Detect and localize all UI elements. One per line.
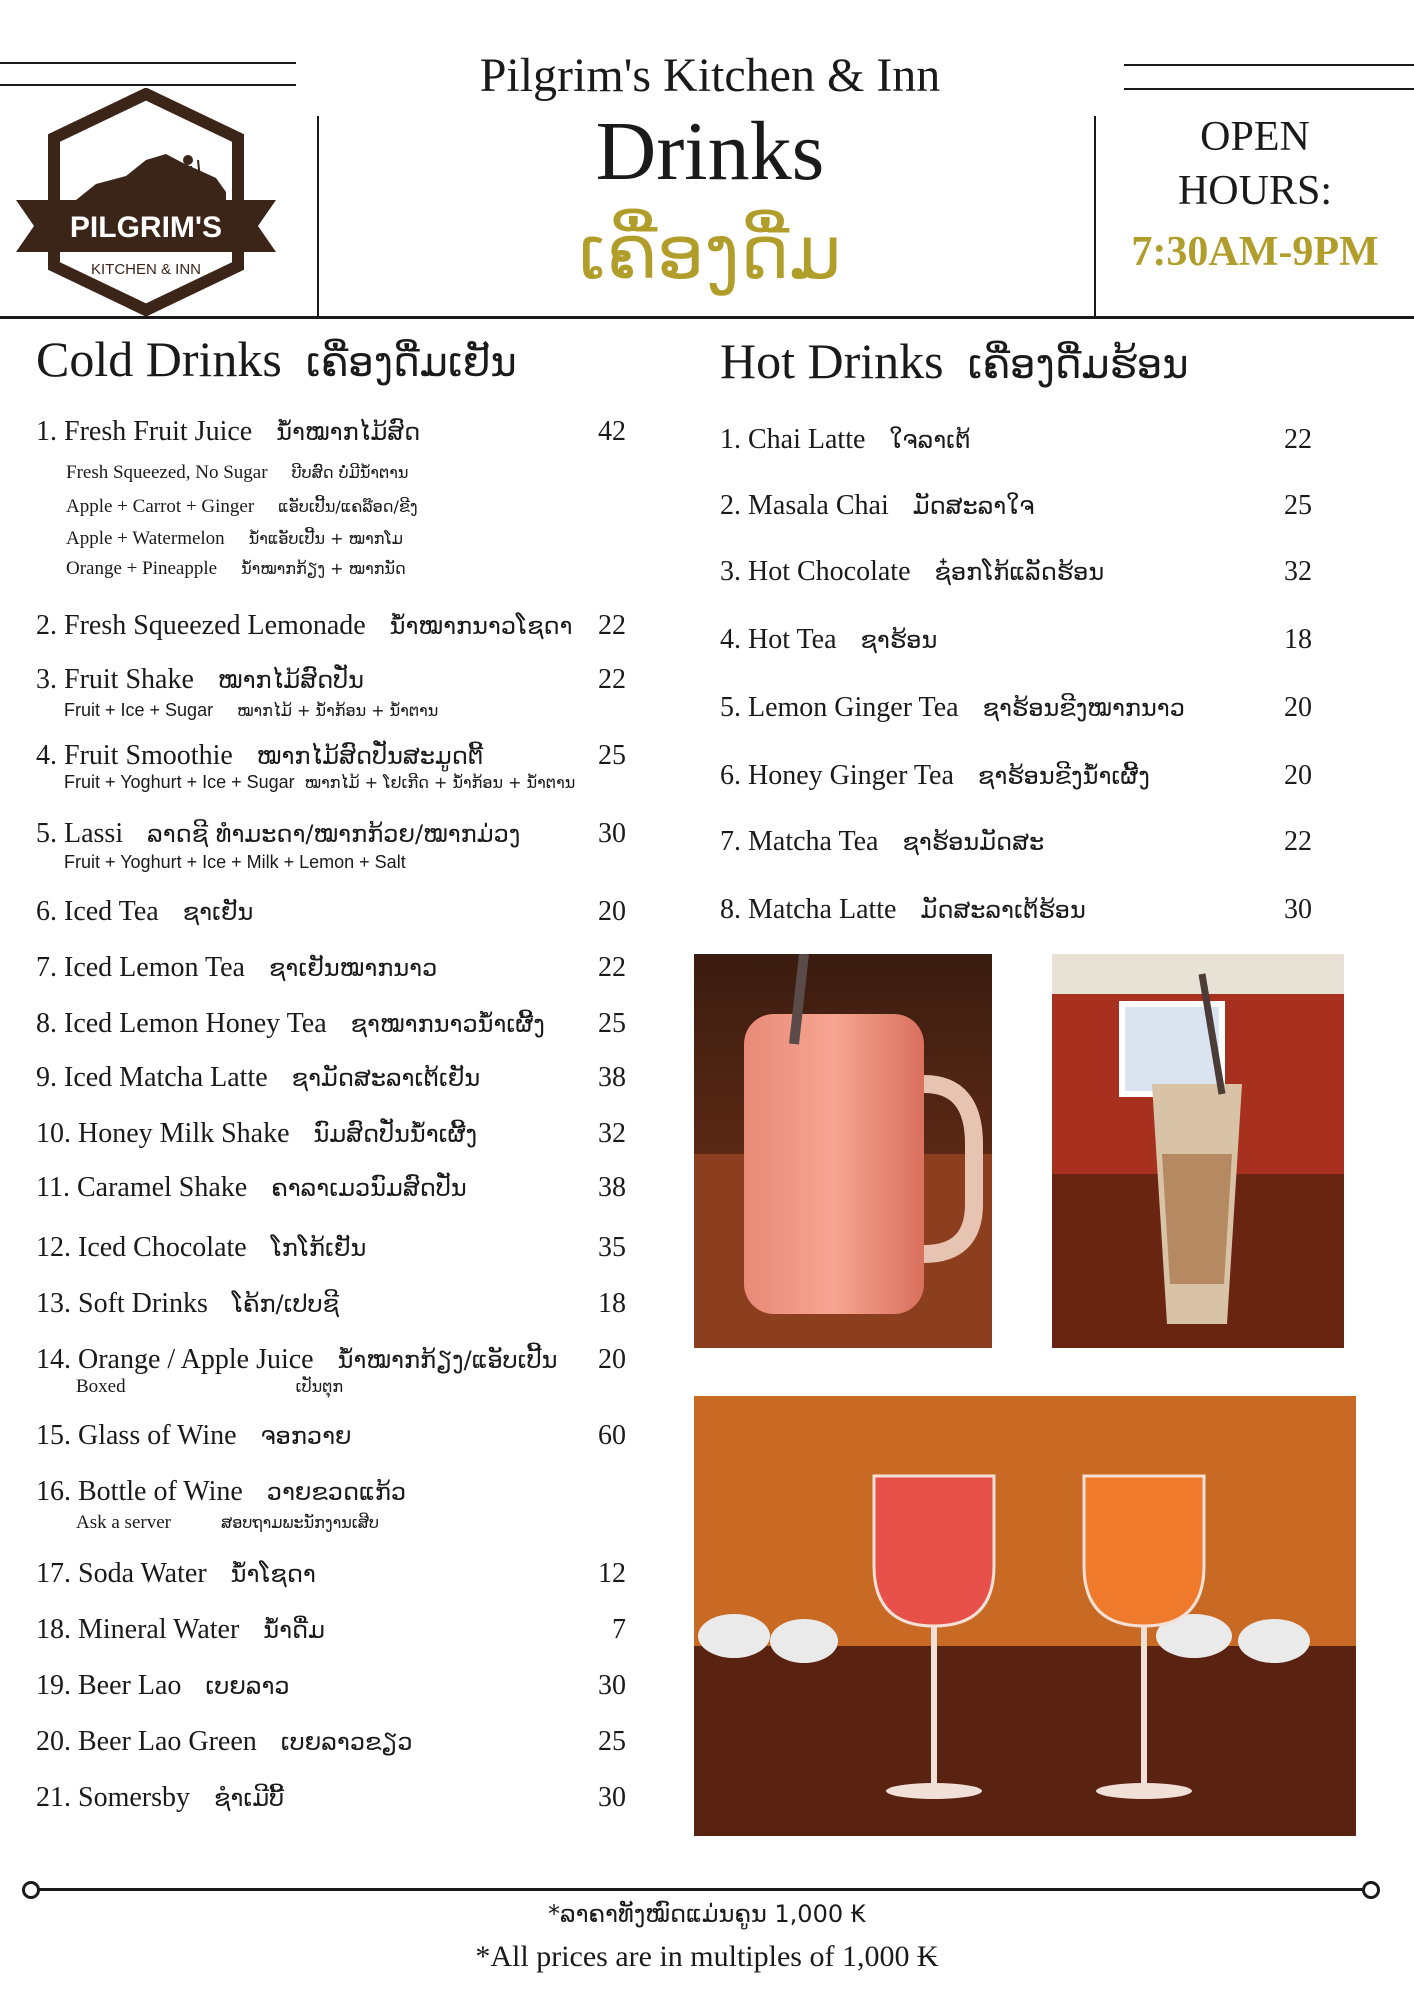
cold-item-name: 1. Fresh Fruit Juice bbox=[36, 416, 253, 447]
cold-item bbox=[36, 740, 483, 772]
hot-item-name: 1. Chai Latte bbox=[720, 424, 866, 455]
cold-item-price: 35 bbox=[598, 1232, 626, 1263]
wine-bottle-sub: Ask a server ສອບຖາມພະນັກງານເສີບ bbox=[76, 1512, 380, 1533]
hot-item bbox=[720, 760, 1150, 792]
cold-item bbox=[36, 610, 573, 642]
iced-coffee-photo bbox=[1052, 954, 1344, 1348]
cold-item-name: 20. Beer Lao Green bbox=[36, 1726, 257, 1757]
header-rule-right-2 bbox=[1124, 88, 1414, 90]
cold-item-price: 20 bbox=[598, 1344, 626, 1375]
footer-rule-right-cap bbox=[1362, 1881, 1380, 1899]
cold-item-name-lao: ນ້ຳໝາກນາວໂຊດາ bbox=[389, 612, 573, 640]
cold-item-name: 3. Fruit Shake bbox=[36, 664, 194, 695]
header-divider-left bbox=[317, 116, 319, 316]
shake-sub: Fruit + Ice + Sugar ໝາກໄມ້ + ນ້ຳກ້ອນ + ນ້ຳຕານ bbox=[64, 700, 439, 720]
juice-sub-3: Apple + Watermelon ນ້ຳແອັບເປີ້ນ + ໝາກໂມ bbox=[66, 528, 403, 549]
cold-item bbox=[36, 1118, 477, 1150]
cold-item-name: 7. Iced Lemon Tea bbox=[36, 952, 245, 983]
cold-item-name-lao: ໂຄ້ກ/ເປບຊີ bbox=[231, 1290, 340, 1318]
cold-item bbox=[36, 818, 520, 850]
cold-item bbox=[36, 1558, 316, 1590]
cold-item-name: 6. Iced Tea bbox=[36, 896, 159, 927]
header-bottom-rule bbox=[0, 316, 1414, 319]
hot-item-price: 25 bbox=[1284, 490, 1312, 521]
juice-sub-2: Apple + Carrot + Ginger ແອັບເປີ້ນ/ແຄລ໊ອດ/ຂີງ bbox=[66, 496, 418, 517]
cold-item-price: 42 bbox=[598, 416, 626, 447]
hot-item-name: 6. Honey Ginger Tea bbox=[720, 760, 954, 791]
orange-juice-sub: Boxed ເປັນຕຸກ bbox=[76, 1376, 344, 1397]
hot-item-price: 32 bbox=[1284, 556, 1312, 587]
open-hours-value: 7:30AM-9PM bbox=[1131, 229, 1379, 275]
hot-item-name-lao: ຊາຮ້ອນມັດສະ bbox=[902, 828, 1045, 856]
price-note: *All prices are in multiples of 1,000 ₭ bbox=[475, 1940, 939, 1973]
price-note-lao: *ລາຄາທັງໝົດແມ່ນຄູນ 1,000 ₭ bbox=[548, 1900, 866, 1928]
cold-item-name-lao: ນົມສົດປັ່ນນ້ຳເຜີ້ງ bbox=[313, 1120, 478, 1148]
cold-item bbox=[36, 1670, 290, 1702]
hot-item bbox=[720, 826, 1044, 858]
cold-item bbox=[36, 1062, 480, 1094]
cold-item-price: 20 bbox=[598, 896, 626, 927]
cold-item-name-lao: ວາຍຂວດແກ້ວ bbox=[266, 1478, 407, 1506]
pilgrims-logo bbox=[16, 88, 276, 316]
cold-item-price: 12 bbox=[598, 1558, 626, 1589]
cold-item bbox=[36, 1476, 406, 1508]
cold-item-price: 30 bbox=[598, 1670, 626, 1701]
hot-drinks-heading bbox=[720, 332, 1189, 390]
cold-item-price: 7 bbox=[612, 1614, 626, 1645]
hot-item-name-lao: ຊາຮ້ອນ bbox=[860, 626, 938, 654]
cold-item-name: 9. Iced Matcha Latte bbox=[36, 1062, 268, 1093]
cold-item-name: 10. Honey Milk Shake bbox=[36, 1118, 290, 1149]
hot-item-name: 8. Matcha Latte bbox=[720, 894, 897, 925]
cold-item bbox=[36, 1726, 413, 1758]
cold-item-price: 18 bbox=[598, 1288, 626, 1319]
hot-heading-lo: ເຄື່ອງດື່ມຮ້ອນ bbox=[967, 342, 1189, 388]
cold-item bbox=[36, 1008, 545, 1040]
hot-item bbox=[720, 490, 1034, 522]
cold-item-name: 21. Somersby bbox=[36, 1782, 190, 1813]
cold-item-price: 38 bbox=[598, 1062, 626, 1093]
hot-item-price: 22 bbox=[1284, 424, 1312, 455]
cold-item-price: 32 bbox=[598, 1118, 626, 1149]
hot-item bbox=[720, 692, 1185, 724]
hot-item-price: 20 bbox=[1284, 760, 1312, 791]
cold-item bbox=[36, 416, 420, 448]
cold-heading-en: Cold Drinks bbox=[36, 331, 282, 387]
cold-item-name-lao: ໝາກໄມ້ສົດປັ່ນສະມູດຕີ້ bbox=[256, 742, 484, 770]
cold-item-name-lao: ລາດຊີ ທຳມະດາ/ໝາກກ້ວຍ/ໝາກມ່ວງ bbox=[147, 820, 521, 848]
cold-item-name: 8. Iced Lemon Honey Tea bbox=[36, 1008, 327, 1039]
juice-glasses-photo bbox=[694, 1396, 1356, 1836]
hot-item bbox=[720, 556, 1104, 588]
lassi-sub: Fruit + Yoghurt + Ice + Milk + Lemon + Salt bbox=[64, 852, 406, 872]
cold-item-price: 30 bbox=[598, 818, 626, 849]
smoothie-photo bbox=[694, 954, 992, 1348]
cold-item bbox=[36, 1614, 325, 1646]
cold-item-name-lao: ຄາລາເມວນົມສົດປັ່ນ bbox=[271, 1174, 467, 1202]
cold-item-price: 22 bbox=[598, 952, 626, 983]
cold-item-name-lao: ເບຍລາວຂຽວ bbox=[280, 1728, 413, 1756]
cold-item-name: 4. Fruit Smoothie bbox=[36, 740, 233, 771]
cold-item-name-lao: ຊາເຢັນໝາກນາວ bbox=[269, 954, 438, 982]
cold-item bbox=[36, 1288, 339, 1320]
restaurant-name: Pilgrim's Kitchen & Inn bbox=[479, 49, 941, 102]
cold-item-price: 30 bbox=[598, 1782, 626, 1813]
cold-item-name: 14. Orange / Apple Juice bbox=[36, 1344, 314, 1375]
cold-item-name-lao: ນ້ຳດື່ມ bbox=[263, 1616, 325, 1644]
cold-item-name-lao: ຊາມັດສະລາເຕ້ເຢັນ bbox=[291, 1064, 481, 1092]
hot-item-name: 4. Hot Tea bbox=[720, 624, 837, 655]
hot-item-name-lao: ມັດສະລາເຕ້ຮ້ອນ bbox=[920, 896, 1086, 924]
logo-title: PILGRIM'S bbox=[69, 211, 223, 244]
hot-item-name: 3. Hot Chocolate bbox=[720, 556, 911, 587]
logo-subtitle: KITCHEN & INN bbox=[90, 261, 202, 278]
cold-item-name: 15. Glass of Wine bbox=[36, 1420, 237, 1451]
smoothie-sub: Fruit + Yoghurt + Ice + Sugar ໝາກໄມ້ + ໂຢເກີດ + ນ້ຳກ້ອນ + ນ້ຳຕານ bbox=[64, 772, 576, 792]
hot-item-price: 22 bbox=[1284, 826, 1312, 857]
cold-item-name: 17. Soda Water bbox=[36, 1558, 207, 1589]
cold-item-price: 25 bbox=[598, 1008, 626, 1039]
cold-item-price: 25 bbox=[598, 1726, 626, 1757]
cold-item bbox=[36, 1172, 467, 1204]
hours-label: HOURS: bbox=[1177, 168, 1333, 214]
hot-item bbox=[720, 424, 971, 456]
cold-item-name: 13. Soft Drinks bbox=[36, 1288, 208, 1319]
hot-item-name-lao: ຊ໋ອກໂກ້ແລັດຮ້ອນ bbox=[934, 558, 1105, 586]
cold-item-name-lao: ນ້ຳໝາກໄມ້ສົດ bbox=[276, 418, 421, 446]
hot-item-price: 20 bbox=[1284, 692, 1312, 723]
cold-item-name-lao: ຊາເຢັນ bbox=[182, 898, 254, 926]
hot-item bbox=[720, 624, 937, 656]
cold-item-price: 25 bbox=[598, 740, 626, 771]
cold-item bbox=[36, 1344, 557, 1376]
hot-item-price: 18 bbox=[1284, 624, 1312, 655]
header-rule-right-1 bbox=[1124, 64, 1414, 66]
cold-item-name-lao: ນ້ຳໂຊດາ bbox=[230, 1560, 316, 1588]
header-rule-left-1 bbox=[0, 62, 296, 64]
hot-item-name-lao: ມັດສະລາໃຈ bbox=[912, 492, 1035, 520]
hot-item bbox=[720, 894, 1086, 926]
cold-drinks-heading bbox=[36, 330, 517, 388]
footer-rule-left-cap bbox=[22, 1881, 40, 1899]
hot-item-name-lao: ຊາຮ້ອນຂີງໝາກນາວ bbox=[982, 694, 1185, 722]
cold-item-name: 16. Bottle of Wine bbox=[36, 1476, 243, 1507]
cold-item-name-lao: ຊາໝາກນາວນ້ຳເຜີ້ງ bbox=[350, 1010, 545, 1038]
cold-item-price: 38 bbox=[598, 1172, 626, 1203]
cold-item bbox=[36, 1232, 366, 1264]
open-label: OPEN bbox=[1200, 114, 1310, 160]
cold-heading-lo: ເຄື່ອງດື່ມເຢັນ bbox=[305, 340, 517, 386]
cold-item-name: 11. Caramel Shake bbox=[36, 1172, 248, 1203]
juice-sub-1: Fresh Squeezed, No Sugar ບີບສົດ ບໍ່ມີນ້ຳຕານ bbox=[66, 462, 409, 483]
cold-item bbox=[36, 1782, 284, 1814]
cold-item-name-lao: ໂກໂກ້ເຢັນ bbox=[270, 1234, 367, 1262]
hot-heading-en: Hot Drinks bbox=[720, 333, 944, 389]
hot-item-name-lao: ຊາຮ້ອນຂີງນ້ຳເຜີ້ງ bbox=[977, 762, 1150, 790]
hot-item-name: 2. Masala Chai bbox=[720, 490, 889, 521]
footer-rule bbox=[30, 1888, 1374, 1891]
cold-item-name: 19. Beer Lao bbox=[36, 1670, 182, 1701]
cold-item-price: 22 bbox=[598, 664, 626, 695]
cold-item bbox=[36, 952, 437, 984]
cold-item-name-lao: ຈອກວາຍ bbox=[260, 1422, 352, 1450]
cold-item-name: 2. Fresh Squeezed Lemonade bbox=[36, 610, 366, 641]
cold-item-name: 18. Mineral Water bbox=[36, 1614, 240, 1645]
cold-item-price: 60 bbox=[598, 1420, 626, 1451]
cold-item-name: 5. Lassi bbox=[36, 818, 124, 849]
hot-item-name-lao: ໃຈລາເຕ້ bbox=[889, 426, 971, 454]
header-rule-left-2 bbox=[0, 84, 296, 86]
hot-item-name: 5. Lemon Ginger Tea bbox=[720, 692, 959, 723]
cold-item bbox=[36, 1420, 352, 1452]
cold-item-name-lao: ໝາກໄມ້ສົດປັ່ນ bbox=[217, 666, 364, 694]
cold-item-name-lao: ຊຳເມີບີ້ bbox=[214, 1784, 285, 1812]
juice-sub-4: Orange + Pineapple ນ້ຳໝາກກ້ຽງ + ໝາກນັດ bbox=[66, 558, 406, 579]
cold-item-name-lao: ເບຍລາວ bbox=[205, 1672, 290, 1700]
cold-item bbox=[36, 664, 364, 696]
cold-item-name-lao: ນ້ຳໝາກກ້ຽງ/ແອັບເປີ້ນ bbox=[337, 1346, 558, 1374]
hot-item-price: 30 bbox=[1284, 894, 1312, 925]
open-hours-label bbox=[1100, 110, 1410, 218]
page-title: Drinks bbox=[595, 105, 825, 198]
cold-item-price: 22 bbox=[598, 610, 626, 641]
hot-item-name: 7. Matcha Tea bbox=[720, 826, 879, 857]
cold-item bbox=[36, 896, 253, 928]
cold-item-name: 12. Iced Chocolate bbox=[36, 1232, 247, 1263]
page-title-lao: ເຄື່ອງດື່ມ bbox=[578, 210, 842, 296]
